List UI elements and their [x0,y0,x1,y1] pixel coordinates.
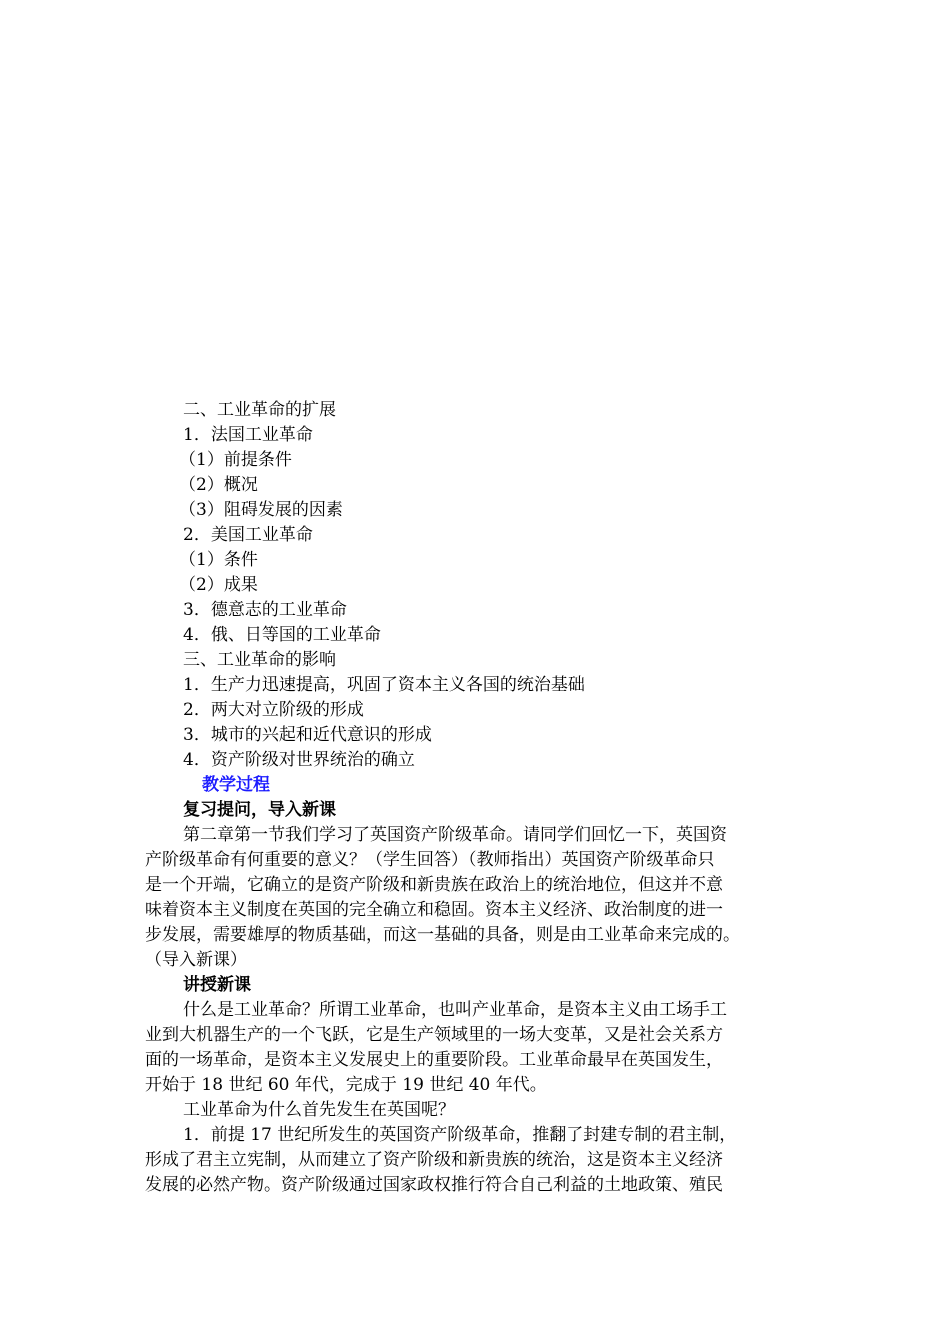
outline-item: 4．资产阶级对世界统治的确立 [183,750,415,770]
outline-item: 3．城市的兴起和近代意识的形成 [183,725,432,745]
review-text-line: 步发展，需要雄厚的物质基础，而这一基础的具备，则是由工业革命来完成的。 [145,925,740,945]
lecture-text-line: 开始于 18 世纪 60 年代，完成于 19 世纪 40 年代。 [145,1075,547,1095]
document-page [145,398,810,1198]
outline-subitem: （1）前提条件 [179,450,292,470]
outline-item: 4．俄、日等国的工业革命 [183,625,381,645]
outline-heading-2: 二、工业革命的扩展 [183,400,336,420]
review-text-line: 是一个开端，它确立的是资产阶级和新贵族在政治上的统治地位，但这并不意 [145,875,723,895]
review-text-line: 产阶级革命有何重要的意义？（学生回答）（教师指出）英国资产阶级革命只 [145,850,715,870]
outline-subitem: （2）成果 [179,575,258,595]
outline-item: 1．生产力迅速提高，巩固了资本主义各国的统治基础 [183,675,585,695]
lecture-text-line: 业到大机器生产的一个飞跃，它是生产领域里的一场大变革，又是社会关系方 [145,1025,723,1045]
premise-text-line: 1．前提 17 世纪所发生的英国资产阶级革命，推翻了封建专制的君主制， [183,1125,737,1145]
teaching-process-title: 教学过程 [202,775,270,795]
question-line: 工业革命为什么首先发生在英国呢？ [183,1100,455,1120]
outline-item: 3．德意志的工业革命 [183,600,347,620]
lecture-text-line: 面的一场革命，是资本主义发展史上的重要阶段。工业革命最早在英国发生， [145,1050,723,1070]
lecture-text-line: 什么是工业革命？所谓工业革命，也叫产业革命，是资本主义由工场手工 [183,1000,727,1020]
outline-item: 2．两大对立阶级的形成 [183,700,364,720]
outline-subitem: （3）阻碍发展的因素 [179,500,343,520]
outline-subitem: （1）条件 [179,550,258,570]
premise-text-line: 形成了君主立宪制，从而建立了资产阶级和新贵族的统治，这是资本主义经济 [145,1150,723,1170]
review-heading: 复习提问，导入新课 [183,800,336,820]
outline-heading-3: 三、工业革命的影响 [183,650,336,670]
outline-item: 1．法国工业革命 [183,425,313,445]
premise-text-line: 发展的必然产物。资产阶级通过国家政权推行符合自己利益的土地政策、殖民 [145,1175,723,1195]
outline-subitem: （2）概况 [179,475,258,495]
lecture-heading: 讲授新课 [183,975,251,995]
outline-item: 2．美国工业革命 [183,525,313,545]
review-text-line: 第二章第一节我们学习了英国资产阶级革命。请同学们回忆一下，英国资 [183,825,727,845]
review-text-line: （导入新课） [145,950,247,970]
review-text-line: 味着资本主义制度在英国的完全确立和稳固。资本主义经济、政治制度的进一 [145,900,723,920]
